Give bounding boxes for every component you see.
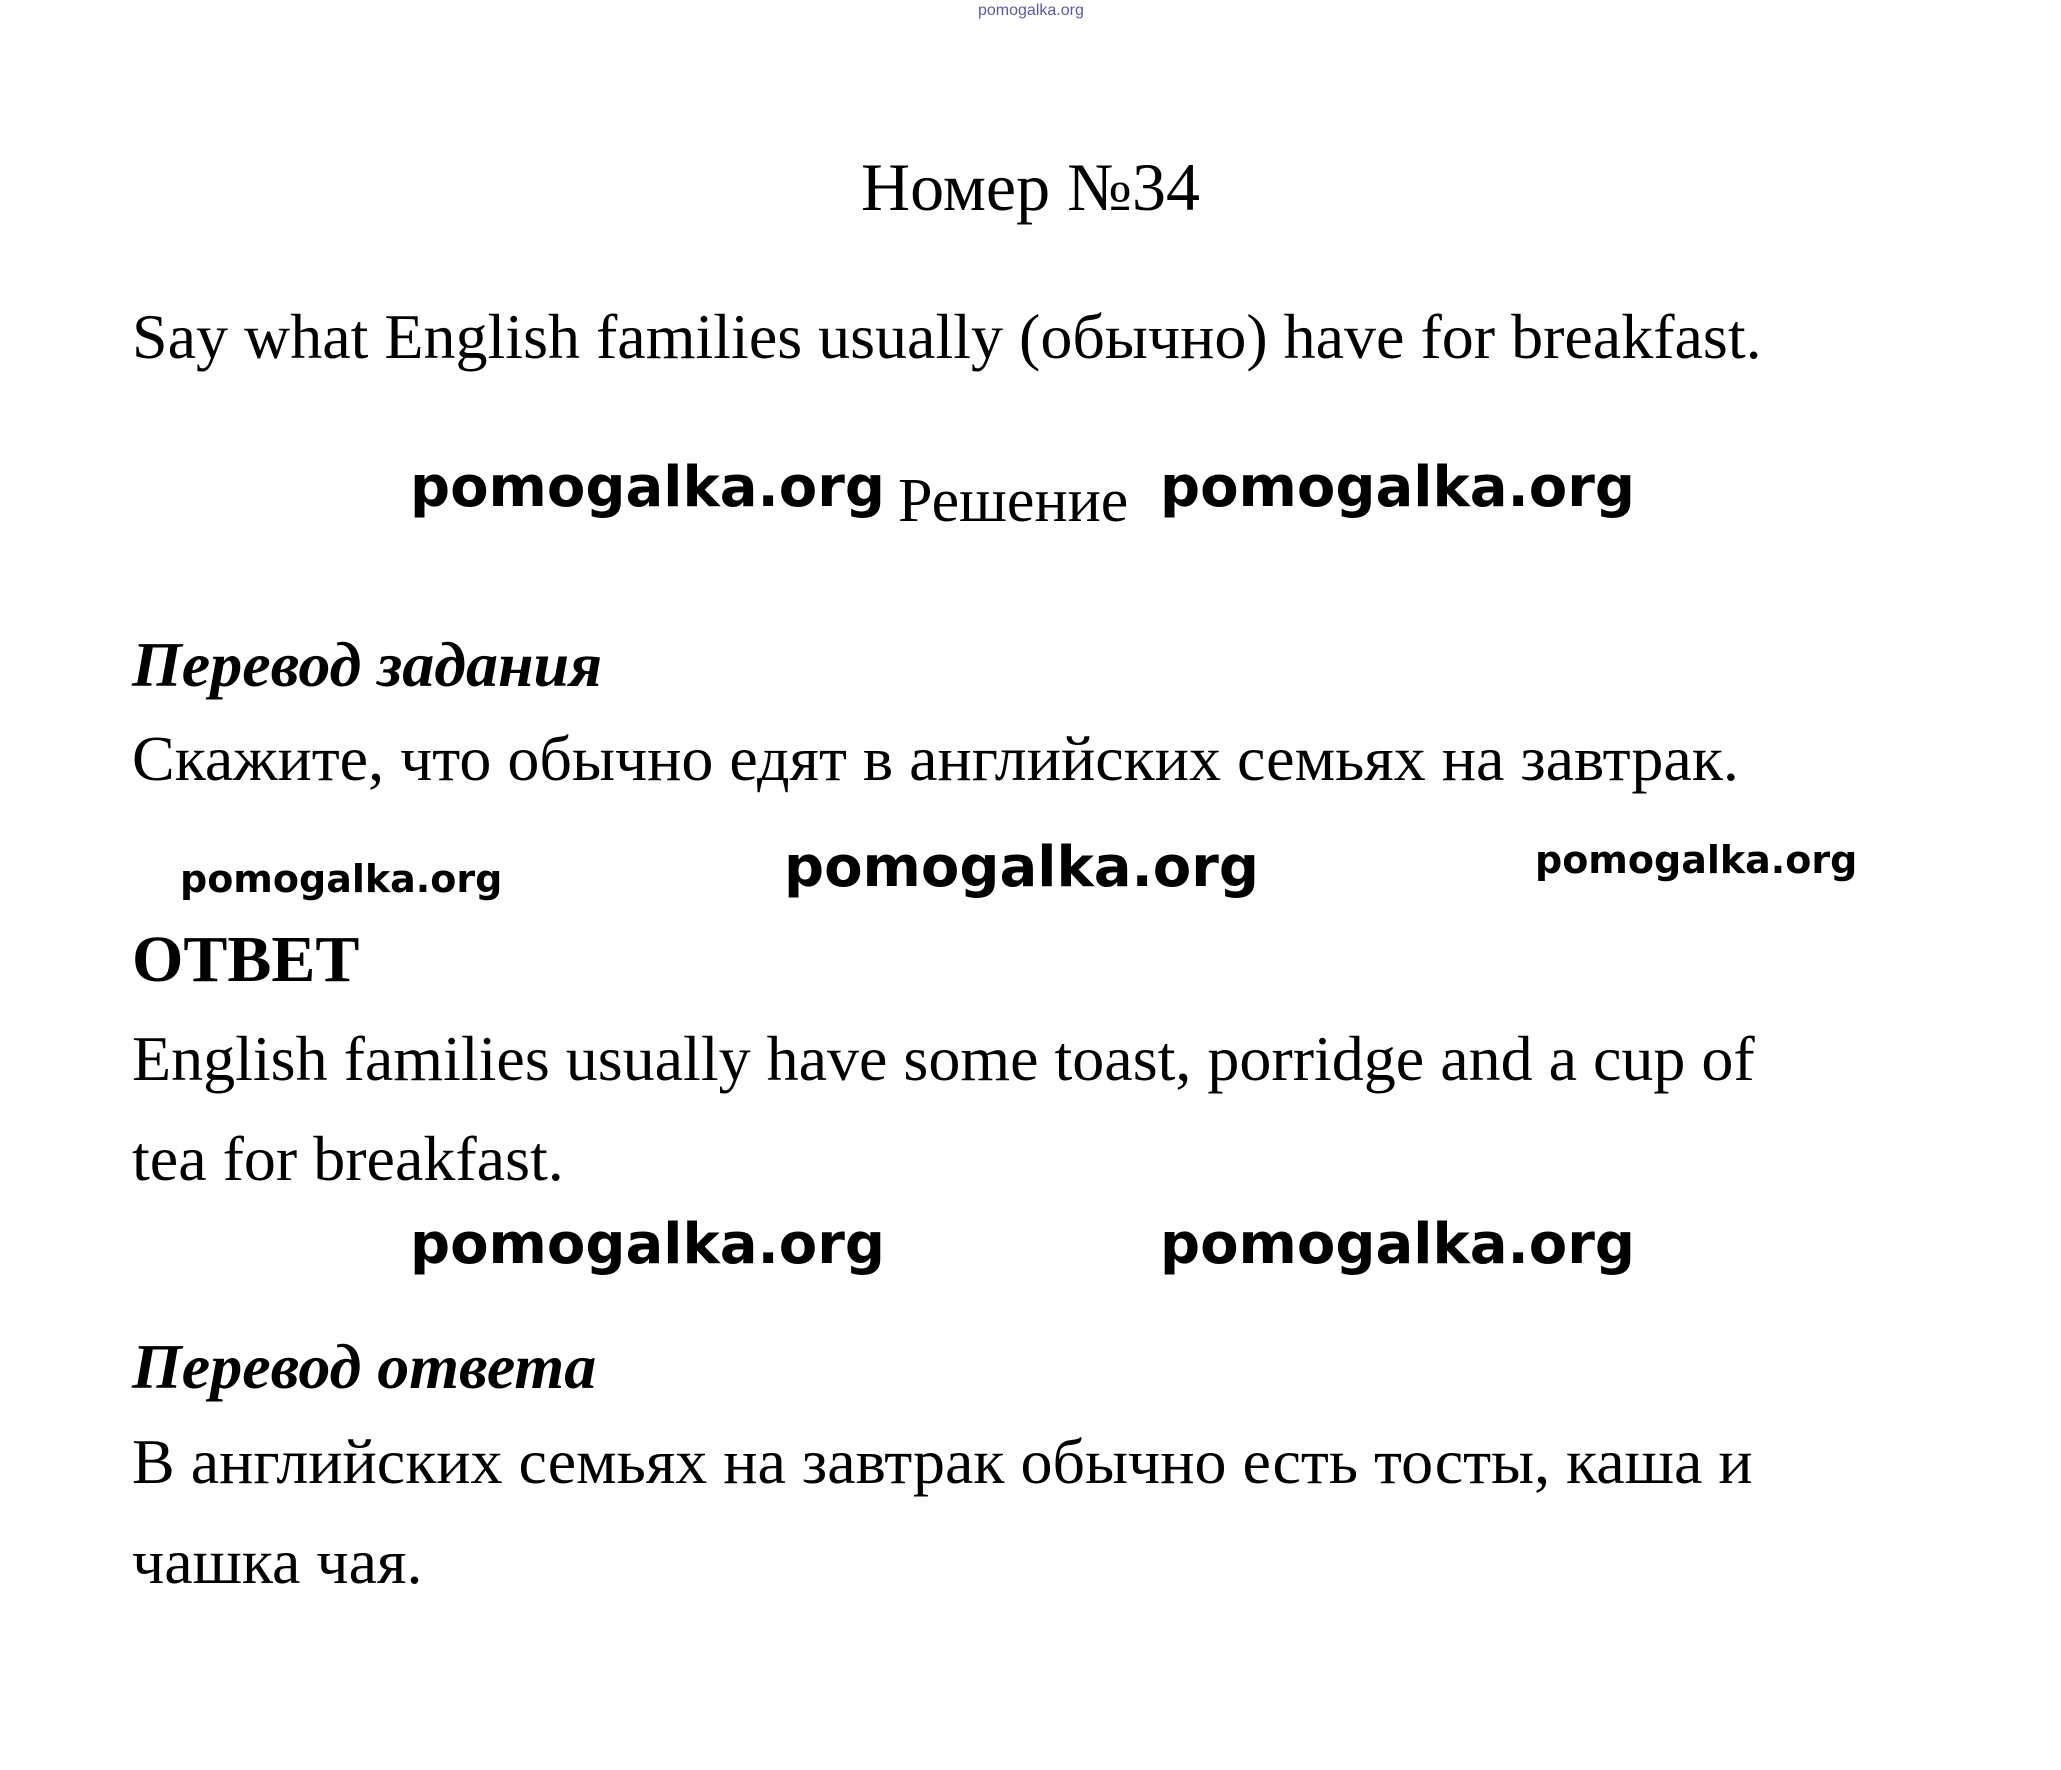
watermark: pomogalka.org bbox=[1535, 838, 1858, 882]
watermark: pomogalka.org bbox=[1160, 1212, 1635, 1277]
task-text: Say what English families usually (обычно) have for breakfast. bbox=[132, 301, 1762, 372]
answer-translation-line-1: В английских семьях на завтрак обычно есть тосты, каша и bbox=[132, 1426, 1753, 1497]
watermark: pomogalka.org bbox=[1160, 455, 1635, 520]
watermark: pomogalka.org bbox=[410, 1212, 885, 1277]
task-translation-text: Скажите, что обычно едят в английских семьях на завтрак. bbox=[132, 723, 1739, 794]
task-translation-heading: Перевод задания bbox=[132, 629, 603, 700]
page-title: Номер №34 bbox=[861, 149, 1200, 225]
answer-translation-line-2: чашка чая. bbox=[132, 1526, 423, 1597]
solution-label: Решение bbox=[898, 467, 1129, 535]
watermark: pomogalka.org bbox=[784, 835, 1259, 900]
top-watermark: pomogalka.org bbox=[978, 2, 1084, 19]
watermark: pomogalka.org bbox=[180, 857, 503, 901]
watermark: pomogalka.org bbox=[410, 455, 885, 520]
answer-line-1: English families usually have some toast, porridge and a cup of bbox=[132, 1023, 1755, 1094]
answer-translation-heading: Перевод ответа bbox=[132, 1331, 597, 1402]
answer-line-2: tea for breakfast. bbox=[132, 1123, 564, 1194]
answer-heading: ОТВЕТ bbox=[132, 923, 360, 996]
